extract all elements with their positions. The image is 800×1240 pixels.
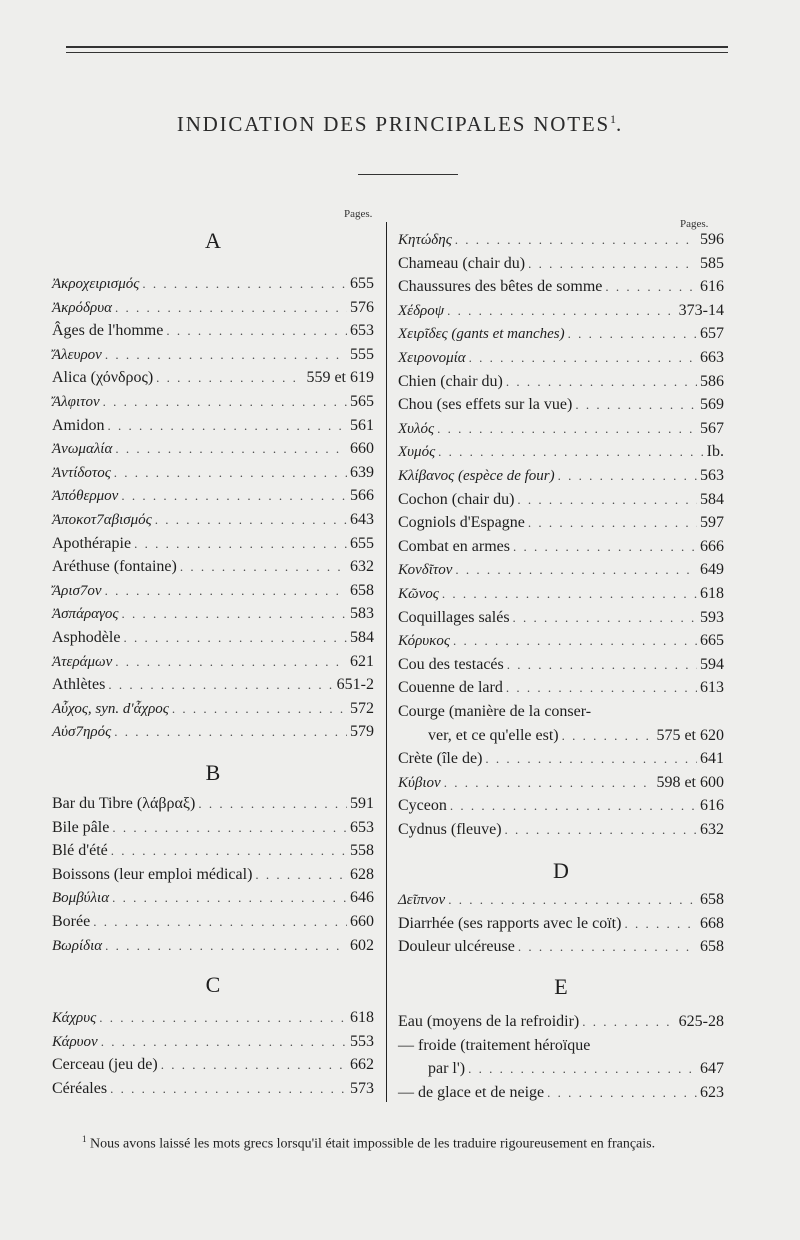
index-entry xyxy=(398,1081,724,1105)
dot-leader xyxy=(575,393,697,417)
index-entry xyxy=(398,535,724,559)
index-term: par l') xyxy=(428,1060,466,1078)
dot-leader xyxy=(568,322,697,346)
dot-leader xyxy=(101,1030,347,1054)
dot-leader xyxy=(513,535,697,559)
index-term: Ἀτεράμων xyxy=(52,653,113,670)
page-reference: 563 xyxy=(700,467,724,484)
page-reference: 653 xyxy=(350,322,374,340)
index-term: Χυλός xyxy=(398,420,435,437)
page-reference: 660 xyxy=(350,913,374,930)
index-entry xyxy=(398,935,724,959)
index-entry xyxy=(398,275,724,299)
page-reference: 653 xyxy=(350,818,374,836)
index-entry xyxy=(398,653,724,677)
page-reference: 569 xyxy=(700,396,724,414)
index-entry xyxy=(52,792,374,816)
index-entry xyxy=(52,886,374,910)
index-entry xyxy=(52,508,374,532)
index-entry xyxy=(398,464,724,488)
dot-leader xyxy=(255,863,347,887)
page-reference: 658 xyxy=(700,938,724,956)
index-term: Βωρίδια xyxy=(52,937,103,954)
dot-leader xyxy=(505,818,697,842)
index-entry xyxy=(52,532,374,556)
index-term: Chou (ses effets sur la vue) xyxy=(398,396,573,414)
page-reference: 373-14 xyxy=(678,301,724,319)
index-entry xyxy=(52,366,374,390)
dot-leader xyxy=(110,1077,347,1101)
index-entry xyxy=(398,370,724,394)
index-entry xyxy=(52,626,374,650)
page-reference: 625-28 xyxy=(678,1013,724,1030)
dot-leader xyxy=(605,275,697,299)
page-reference: 632 xyxy=(700,821,724,838)
pages-header-right: Pages. xyxy=(680,218,709,230)
footnote-mark: 1 xyxy=(82,1134,87,1144)
index-entry xyxy=(398,488,724,512)
index-term: Bile pâle xyxy=(52,818,110,836)
index-entry xyxy=(398,346,724,370)
index-entry xyxy=(398,629,724,653)
page-reference: 632 xyxy=(350,558,374,576)
dot-leader xyxy=(198,792,347,816)
dot-leader xyxy=(517,488,697,512)
index-term: Ἀπόθερμον xyxy=(52,488,119,505)
index-entry xyxy=(398,440,724,464)
index-term: Ἀντίδοτος xyxy=(52,464,111,481)
index-term: Chien (chair du) xyxy=(398,372,503,390)
page-reference: 579 xyxy=(350,723,374,741)
page-reference: 584 xyxy=(700,490,724,508)
index-entry xyxy=(52,1030,374,1054)
dot-leader xyxy=(624,912,697,936)
index-term: Ἀσπάραγος xyxy=(52,606,119,623)
page-title: INDICATION DES PRINCIPALES NOTES$^1$. xyxy=(176,112,624,136)
title-footnote-mark: 1 xyxy=(610,112,617,126)
page-reference: 658 xyxy=(700,891,724,908)
index-entry xyxy=(398,1034,724,1058)
index-entry xyxy=(52,272,374,296)
page-reference: 641 xyxy=(700,750,724,768)
index-term: Âges de l'homme xyxy=(52,322,164,340)
dot-leader xyxy=(99,1006,347,1030)
index-entry xyxy=(52,934,374,958)
index-term: Chaussures des bêtes de somme xyxy=(398,278,603,296)
index-term: Ἀκροχειρισμός xyxy=(52,276,140,292)
index-term: Borée xyxy=(52,913,91,930)
index-entry xyxy=(398,818,724,842)
index-entry xyxy=(398,724,724,748)
page-reference: 616 xyxy=(700,278,724,296)
index-term: Courge (manière de la conser- xyxy=(398,703,592,720)
page-reference: 555 xyxy=(350,345,374,363)
dot-leader xyxy=(485,747,697,771)
section-letter-d: D xyxy=(553,858,569,883)
index-entry xyxy=(398,700,724,724)
index-entry xyxy=(398,252,724,276)
page-reference: 583 xyxy=(350,605,374,623)
page-reference: 646 xyxy=(350,889,374,907)
index-term: — de glace et de neige xyxy=(398,1083,545,1101)
index-term: Κητώδης xyxy=(398,232,452,248)
page-reference: 660 xyxy=(350,440,374,458)
page-reference: 665 xyxy=(700,632,724,650)
index-entry xyxy=(398,1010,724,1034)
index-entry xyxy=(52,839,374,863)
dot-leader xyxy=(450,794,697,818)
page-reference: 594 xyxy=(700,655,724,673)
top-double-rule xyxy=(66,46,728,48)
index-entry xyxy=(52,414,374,438)
index-entry xyxy=(52,296,374,320)
page-reference: 618 xyxy=(700,585,724,602)
dot-leader xyxy=(166,319,347,343)
index-entry xyxy=(52,319,374,343)
index-entry xyxy=(52,816,374,840)
dot-leader xyxy=(528,252,697,276)
page-reference: 561 xyxy=(350,416,374,434)
dot-leader xyxy=(448,888,697,912)
index-entry xyxy=(52,579,374,603)
index-term: Asphodèle xyxy=(52,629,121,646)
section-letter-b: B xyxy=(205,760,221,785)
page-reference: 616 xyxy=(700,797,724,815)
dot-leader xyxy=(112,886,347,910)
dot-leader xyxy=(107,414,347,438)
index-entry xyxy=(52,461,374,485)
dot-leader xyxy=(518,935,697,959)
dot-leader xyxy=(122,602,347,626)
index-entry xyxy=(52,910,374,934)
dot-leader xyxy=(115,437,347,461)
footnote-text: Nous avons laissé les mots grecs lorsqu'il était impossible de les traduire rigoureusement en français. xyxy=(90,1136,656,1152)
index-term: Eau (moyens de la refroidir) xyxy=(398,1013,580,1030)
index-term: Diarrhée (ses rapports avec le coït) xyxy=(398,914,622,932)
dot-leader xyxy=(156,366,303,390)
dot-leader xyxy=(506,370,697,394)
index-entry xyxy=(52,650,374,674)
dot-leader xyxy=(180,555,347,579)
page-reference: 657 xyxy=(700,325,724,343)
page-reference: 666 xyxy=(700,537,724,555)
pages-header-left: Pages. xyxy=(344,208,373,220)
index-term: Κόρυκος xyxy=(398,633,450,650)
dot-leader xyxy=(105,934,347,958)
dot-leader xyxy=(108,673,333,697)
index-term: Cyceon xyxy=(398,797,447,815)
index-entry xyxy=(398,393,724,417)
index-term: Ἀκρόδρυα xyxy=(52,299,112,316)
index-entry xyxy=(398,228,724,252)
index-term: Amidon xyxy=(52,416,105,434)
dot-leader xyxy=(513,606,697,630)
index-term: Χειρῖδες (gants et manches) xyxy=(398,326,565,343)
page-reference: 628 xyxy=(350,865,374,883)
dot-leader xyxy=(582,1010,675,1034)
dot-leader xyxy=(134,532,347,556)
page-reference: 651-2 xyxy=(336,676,374,694)
page-reference: 558 xyxy=(350,842,374,860)
page-reference: 596 xyxy=(700,231,724,248)
index-term: Athlètes xyxy=(52,676,106,694)
index-term: Chameau (chair du) xyxy=(398,254,526,272)
section-letter-a: A xyxy=(205,228,221,253)
dot-leader xyxy=(558,464,697,488)
page-reference: 572 xyxy=(350,699,374,717)
page-reference: 658 xyxy=(350,581,374,599)
index-entry xyxy=(398,558,724,582)
index-entry xyxy=(398,794,724,818)
index-term: Cogniols d'Espagne xyxy=(398,514,525,532)
index-term: Χέδροψ xyxy=(398,302,445,319)
index-entry xyxy=(52,720,374,744)
dot-leader xyxy=(142,272,347,296)
index-term: Κλίβανος (espèce de four) xyxy=(398,468,555,484)
index-term: Blé d'été xyxy=(52,842,108,860)
page-reference: 553 xyxy=(350,1032,374,1050)
page-reference: 584 xyxy=(350,629,374,646)
page-reference: 663 xyxy=(700,349,724,366)
index-term: Cydnus (fleuve) xyxy=(398,821,502,838)
index-term: Douleur ulcéreuse xyxy=(398,938,515,956)
dot-leader xyxy=(528,511,697,535)
index-term: Alica (χόνδρος) xyxy=(52,369,154,387)
section-letter-e: E xyxy=(554,974,568,999)
page-reference: 585 xyxy=(700,254,724,272)
page-reference: 643 xyxy=(350,511,374,528)
index-term: Ἄλφιτον xyxy=(52,394,100,410)
column-separator xyxy=(386,222,387,1102)
page-reference: 602 xyxy=(350,936,374,954)
index-term: Βομβύλια xyxy=(52,890,110,907)
index-entry xyxy=(398,747,724,771)
index-term: Αὐσ7ηρός xyxy=(52,724,112,741)
page-reference: 613 xyxy=(700,679,724,697)
dot-leader xyxy=(455,228,697,252)
index-term: Κάχρυς xyxy=(52,1010,97,1026)
dot-leader xyxy=(437,417,697,441)
dot-leader xyxy=(115,650,347,674)
page-reference: Ib. xyxy=(706,443,724,461)
index-term: Ἀποκοτ7αβισμός xyxy=(52,512,152,528)
index-entry xyxy=(52,555,374,579)
dot-leader xyxy=(121,484,347,508)
page-reference: 649 xyxy=(700,561,724,579)
index-term: Ἄλευρον xyxy=(52,346,102,363)
page-reference: 567 xyxy=(700,419,724,437)
index-entry xyxy=(52,1006,374,1030)
top-double-rule-thin xyxy=(66,52,728,53)
page-reference: 598 et 600 xyxy=(656,773,724,791)
index-term: Apothérapie xyxy=(52,534,132,552)
index-entry xyxy=(398,606,724,630)
page-reference: 559 et 619 xyxy=(306,369,374,387)
page-reference: 593 xyxy=(700,608,724,626)
dot-leader xyxy=(172,697,347,721)
page-reference: 655 xyxy=(350,534,374,552)
dot-leader xyxy=(444,771,654,795)
index-term: Κονδῖτον xyxy=(398,562,453,579)
index-entry xyxy=(398,511,724,535)
index-term: Χυμός xyxy=(398,444,436,461)
index-term: Ἄρισ7ον xyxy=(52,582,102,599)
page-reference: 591 xyxy=(350,795,374,812)
index-entry xyxy=(52,484,374,508)
dot-leader xyxy=(469,346,697,370)
title-underline-rule xyxy=(358,174,458,175)
dot-leader xyxy=(112,816,347,840)
dot-leader xyxy=(453,629,697,653)
page-reference: 655 xyxy=(350,275,374,292)
page-reference: 639 xyxy=(350,463,374,481)
index-term: — froide (traitement héroïque xyxy=(398,1036,591,1054)
page-reference: 597 xyxy=(700,514,724,532)
dot-leader xyxy=(103,390,347,414)
dot-leader xyxy=(468,1057,697,1081)
index-term: Boissons (leur emploi médical) xyxy=(52,865,253,883)
page-reference: 668 xyxy=(700,914,724,932)
index-term: Couenne de lard xyxy=(398,679,503,697)
page-title-text: INDICATION DES PRINCIPALES NOTES xyxy=(176,112,611,136)
index-entry xyxy=(398,912,724,936)
dot-leader xyxy=(114,720,347,744)
index-term: Cou des testacés xyxy=(398,655,504,673)
page-reference: 586 xyxy=(700,372,724,390)
dot-leader xyxy=(105,579,347,603)
index-term: Cochon (chair du) xyxy=(398,490,515,508)
dot-leader xyxy=(93,910,347,934)
dot-leader xyxy=(155,508,347,532)
page-reference: 623 xyxy=(700,1083,724,1101)
dot-leader xyxy=(547,1081,697,1105)
index-entry xyxy=(52,697,374,721)
page-reference: 573 xyxy=(350,1079,374,1097)
dot-leader xyxy=(105,343,347,367)
page-reference: 618 xyxy=(350,1009,374,1026)
index-term: Bar du Tibre (λάβραξ) xyxy=(52,795,196,812)
index-term: Cerceau (jeu de) xyxy=(52,1056,158,1074)
index-entry xyxy=(52,1077,374,1101)
dot-leader xyxy=(562,724,654,748)
index-term: Κύβιον xyxy=(398,774,441,791)
dot-leader xyxy=(111,839,347,863)
dot-leader xyxy=(442,582,697,606)
index-entry xyxy=(52,673,374,697)
index-entry xyxy=(398,676,724,700)
page-reference: 566 xyxy=(350,487,374,505)
index-term: Coquillages salés xyxy=(398,608,510,626)
index-entry xyxy=(52,602,374,626)
index-term: Aréthuse (fontaine) xyxy=(52,558,177,576)
index-term: Δεῖπνον xyxy=(398,892,446,908)
page-reference: 647 xyxy=(700,1060,724,1078)
dot-leader xyxy=(114,461,347,485)
index-entry xyxy=(52,1053,374,1077)
index-entry xyxy=(52,390,374,414)
index-term: Combat en armes xyxy=(398,537,510,555)
index-entry xyxy=(398,1057,724,1081)
index-entry xyxy=(398,771,724,795)
index-entry xyxy=(398,888,724,912)
index-entry xyxy=(52,343,374,367)
index-entry xyxy=(398,322,724,346)
index-term: Céréales xyxy=(52,1079,108,1097)
dot-leader xyxy=(115,296,347,320)
index-term: Κῶνος xyxy=(398,586,439,602)
dot-leader xyxy=(447,299,676,323)
dot-leader xyxy=(161,1053,347,1077)
index-entry xyxy=(52,437,374,461)
page-reference: 575 et 620 xyxy=(656,726,724,744)
index-term: Κάρυον xyxy=(52,1033,98,1050)
index-entry xyxy=(398,299,724,323)
dot-leader xyxy=(455,558,697,582)
index-term: Ἀνωμαλία xyxy=(52,441,113,458)
index-entry xyxy=(52,863,374,887)
footnote xyxy=(52,1128,728,1156)
dot-leader xyxy=(506,676,697,700)
dot-leader xyxy=(123,626,347,650)
page-reference: 565 xyxy=(350,393,374,410)
index-term: Χειρονομία xyxy=(398,350,466,366)
dot-leader xyxy=(507,653,697,677)
index-term: ver, et ce qu'elle est) xyxy=(428,726,559,744)
page-reference: 621 xyxy=(350,652,374,670)
index-entry xyxy=(398,582,724,606)
page-reference: 662 xyxy=(350,1056,374,1074)
page-reference: 576 xyxy=(350,298,374,316)
dot-leader xyxy=(438,440,704,464)
section-letter-c: C xyxy=(205,972,221,997)
index-term: Αὖχος, syn. d'ἆχρος xyxy=(52,700,169,717)
index-term: Crète (île de) xyxy=(398,750,483,768)
index-entry xyxy=(398,417,724,441)
